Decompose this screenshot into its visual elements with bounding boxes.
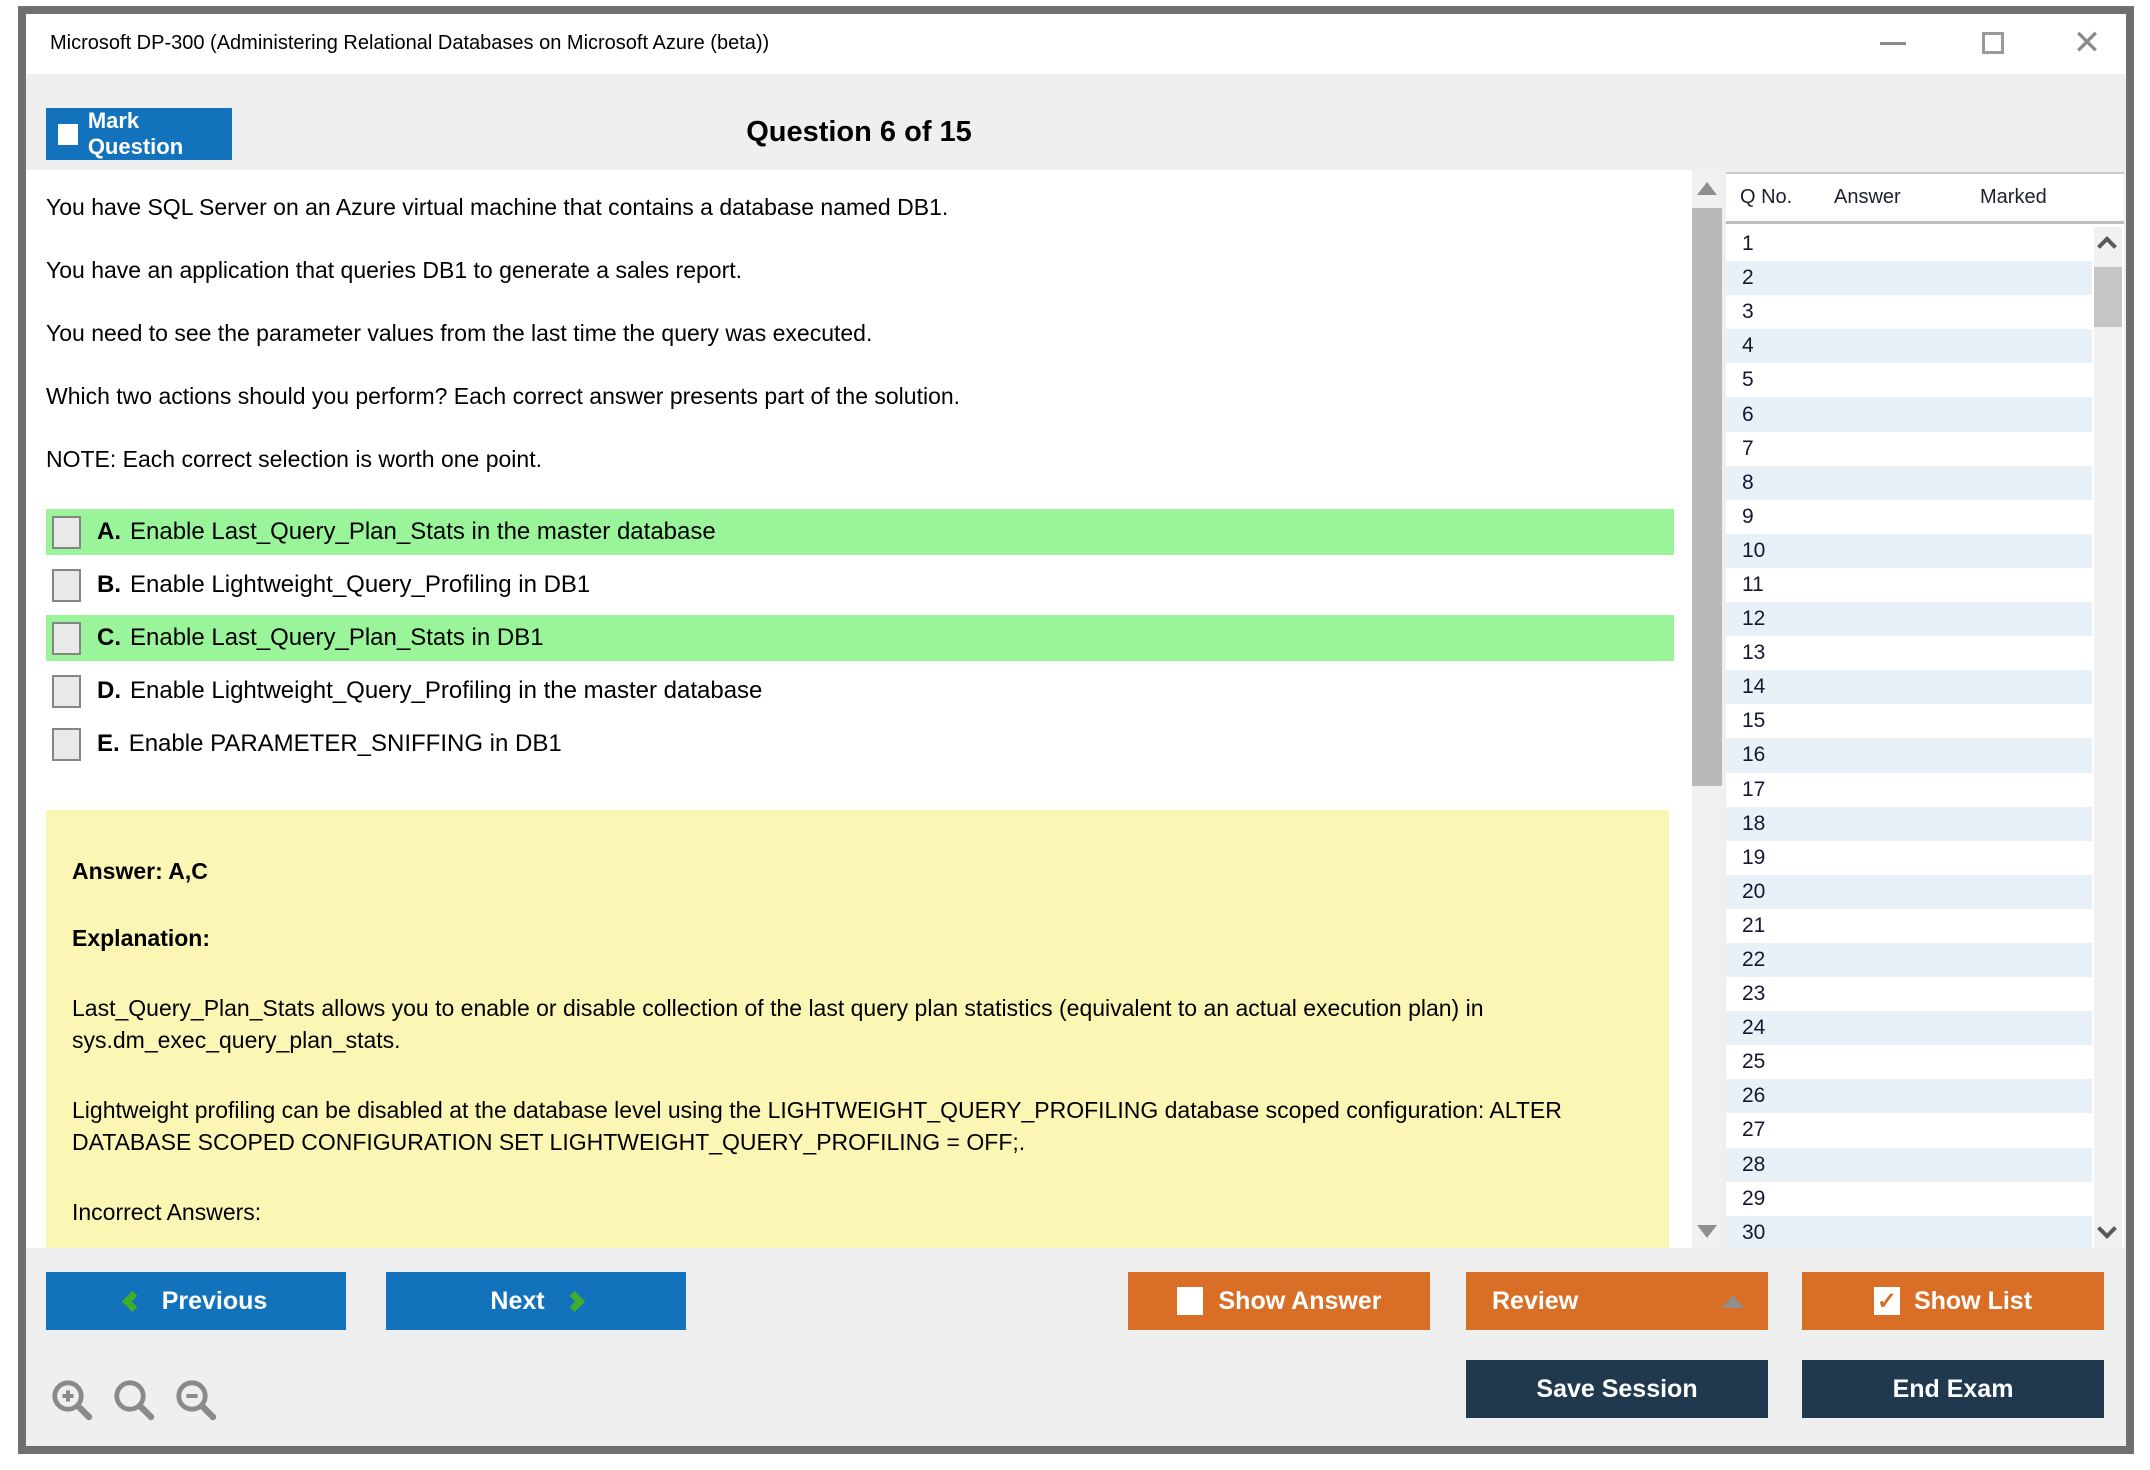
question-number: 19 xyxy=(1742,845,1766,869)
explanation-paragraph: Last_Query_Plan_Stats allows you to enable or disable collection of the last query plan statistics (equivalent to an actual execution plan) in sys.dm_exec_query_plan_stats. xyxy=(72,995,1484,1053)
panel-scroll-up-icon[interactable] xyxy=(2097,236,2117,256)
option-letter: C. xyxy=(97,624,121,651)
review-label: Review xyxy=(1492,1286,1579,1315)
column-marked: Marked xyxy=(1980,186,2047,208)
option-checkbox[interactable] xyxy=(52,622,81,655)
show-answer-checkbox[interactable] xyxy=(1177,1287,1203,1315)
column-qno: Q No. xyxy=(1740,186,1793,208)
table-row[interactable] xyxy=(1726,807,2092,841)
question-number: 20 xyxy=(1742,879,1766,903)
zoom-controls xyxy=(48,1376,220,1424)
question-number: 7 xyxy=(1742,436,1754,460)
scroll-down-arrow-icon[interactable] xyxy=(1697,1225,1717,1238)
chevron-right-icon xyxy=(563,1290,584,1311)
question-number: 3 xyxy=(1742,300,1754,324)
question-paragraph: You have an application that queries DB1 to generate a sales report. xyxy=(46,257,743,283)
table-row[interactable] xyxy=(1726,1182,2092,1216)
question-text xyxy=(46,194,1692,473)
table-row[interactable] xyxy=(1726,977,2092,1011)
table-row[interactable] xyxy=(1726,909,2092,943)
explanation-label: Explanation: xyxy=(72,925,211,951)
question-number: 13 xyxy=(1742,641,1766,665)
question-number: 14 xyxy=(1742,675,1766,699)
table-row[interactable] xyxy=(1726,1079,2092,1113)
question-number: 29 xyxy=(1742,1186,1766,1210)
question-number: 10 xyxy=(1742,538,1766,562)
question-number: 12 xyxy=(1742,607,1766,631)
triangle-up-icon xyxy=(1722,1295,1744,1308)
option-row[interactable] xyxy=(46,721,1674,767)
table-row[interactable] xyxy=(1726,841,2092,875)
question-number: 26 xyxy=(1742,1084,1766,1108)
question-number: 4 xyxy=(1742,334,1754,358)
panel-scrollbar-thumb[interactable] xyxy=(2094,267,2122,327)
table-row[interactable] xyxy=(1726,329,2092,363)
table-row[interactable] xyxy=(1726,534,2092,568)
question-paragraph: Which two actions should you perform? Each correct answer presents part of the solution. xyxy=(46,383,961,409)
table-row[interactable] xyxy=(1726,1045,2092,1079)
question-number: 28 xyxy=(1742,1152,1766,1176)
question-number: 24 xyxy=(1742,1016,1766,1040)
main-scrollbar-thumb[interactable] xyxy=(1692,208,1722,786)
option-text: Enable Lightweight_Query_Profiling in DB1 xyxy=(130,571,591,598)
zoom-reset-icon[interactable] xyxy=(110,1376,158,1424)
option-text: Enable Last_Query_Plan_Stats in DB1 xyxy=(130,624,544,651)
option-checkbox[interactable] xyxy=(52,675,81,708)
end-exam-button[interactable] xyxy=(1802,1360,2104,1418)
option-text: Enable PARAMETER_SNIFFING in DB1 xyxy=(128,730,562,757)
options-list xyxy=(46,509,1674,767)
question-paragraph: NOTE: Each correct selection is worth one point. xyxy=(46,446,542,472)
table-row[interactable] xyxy=(1726,1148,2092,1182)
panel-scroll-down-icon[interactable] xyxy=(2097,1219,2117,1239)
table-row[interactable] xyxy=(1726,397,2092,431)
option-letter: B. xyxy=(97,571,121,598)
maximize-button[interactable] xyxy=(1978,28,2008,58)
option-row[interactable] xyxy=(46,668,1674,714)
table-row[interactable] xyxy=(1726,943,2092,977)
table-row[interactable] xyxy=(1726,500,2092,534)
next-label: Next xyxy=(490,1286,545,1315)
zoom-out-icon[interactable] xyxy=(172,1376,220,1424)
table-row[interactable] xyxy=(1726,568,2092,602)
save-session-label: Save Session xyxy=(1536,1374,1698,1403)
table-row[interactable] xyxy=(1726,1216,2092,1248)
table-row[interactable] xyxy=(1726,1011,2092,1045)
question-number: 15 xyxy=(1742,709,1766,733)
question-number: 1 xyxy=(1742,232,1754,256)
question-number: 27 xyxy=(1742,1118,1766,1142)
question-number: 18 xyxy=(1742,811,1766,835)
question-number: 6 xyxy=(1742,402,1754,426)
footer-bar xyxy=(26,1248,2126,1446)
option-letter: A. xyxy=(97,518,121,545)
option-text: Enable Lightweight_Query_Profiling in the master database xyxy=(130,677,763,704)
question-paragraph: You need to see the parameter values from the last time the query was executed. xyxy=(46,320,873,346)
option-letter: D. xyxy=(97,677,121,704)
table-row[interactable] xyxy=(1726,738,2092,772)
title-bar xyxy=(26,14,2126,74)
table-row[interactable] xyxy=(1726,466,2092,500)
minimize-button[interactable] xyxy=(1878,28,1908,58)
table-row[interactable] xyxy=(1726,261,2092,295)
explanation-paragraph: Lightweight profiling can be disabled at the database level using the LIGHTWEIGHT_QUERY_PROFILING database scoped configuration: ALTER DATABASE SCOPED CONFIGURATION SET LIGHTWEIGHT_QUERY_PROFILING = OFF;. xyxy=(72,1097,1562,1155)
chevron-left-icon xyxy=(122,1290,143,1311)
option-letter: E. xyxy=(97,730,120,757)
question-paragraph: You have SQL Server on an Azure virtual machine that contains a database named DB1. xyxy=(46,194,949,220)
previous-label: Previous xyxy=(161,1286,268,1315)
table-row[interactable] xyxy=(1726,875,2092,909)
option-row[interactable] xyxy=(46,615,1674,661)
question-number: 23 xyxy=(1742,982,1766,1006)
explanation-text xyxy=(72,992,1643,1228)
table-row[interactable] xyxy=(1726,704,2092,738)
question-number: 30 xyxy=(1742,1220,1766,1244)
save-session-button[interactable] xyxy=(1466,1360,1768,1418)
show-answer-button[interactable] xyxy=(1128,1272,1430,1330)
show-answer-label: Show Answer xyxy=(1218,1286,1382,1315)
question-number: 25 xyxy=(1742,1050,1766,1074)
mark-question-label: Mark Question xyxy=(87,108,184,159)
option-checkbox[interactable] xyxy=(52,516,81,549)
answer-label: Answer: A,C xyxy=(72,858,208,884)
question-number: 8 xyxy=(1742,470,1754,494)
question-number: 5 xyxy=(1742,368,1754,392)
zoom-in-icon[interactable] xyxy=(48,1376,96,1424)
table-row[interactable] xyxy=(1726,670,2092,704)
column-answer: Answer xyxy=(1834,186,1901,208)
panel-scrollbar[interactable] xyxy=(2094,227,2122,1248)
next-button[interactable] xyxy=(386,1272,686,1330)
app-window xyxy=(18,6,2134,1454)
explanation-paragraph: Incorrect Answers: xyxy=(72,1199,262,1225)
question-area xyxy=(26,170,1692,1248)
table-row[interactable] xyxy=(1726,636,2092,670)
table-row[interactable] xyxy=(1726,363,2092,397)
main-scrollbar[interactable] xyxy=(1692,172,1722,1248)
question-list-rows xyxy=(1726,227,2092,1248)
table-row[interactable] xyxy=(1726,1113,2092,1147)
review-button[interactable] xyxy=(1466,1272,1768,1330)
header-strip xyxy=(26,74,2126,170)
option-row[interactable] xyxy=(46,509,1674,555)
option-row[interactable] xyxy=(46,562,1674,608)
scroll-up-arrow-icon[interactable] xyxy=(1697,182,1717,195)
question-number: 21 xyxy=(1742,913,1766,937)
option-checkbox[interactable] xyxy=(52,728,81,761)
close-button[interactable]: ✕ xyxy=(2072,24,2102,62)
show-list-checkbox[interactable]: ✓ xyxy=(1874,1287,1900,1315)
question-list-panel xyxy=(1726,172,2124,1248)
option-text: Enable Last_Query_Plan_Stats in the master database xyxy=(130,518,716,545)
end-exam-label: End Exam xyxy=(1892,1374,2014,1403)
question-number: 9 xyxy=(1742,504,1754,528)
table-row[interactable] xyxy=(1726,432,2092,466)
table-row[interactable] xyxy=(1726,295,2092,329)
show-list-button[interactable] xyxy=(1802,1272,2104,1330)
show-list-label: Show List xyxy=(1913,1286,2033,1315)
window-title: Microsoft DP-300 (Administering Relational Databases on Microsoft Azure (beta)) xyxy=(50,32,770,54)
option-checkbox[interactable] xyxy=(52,569,81,602)
question-number: 17 xyxy=(1742,777,1766,801)
question-number: 22 xyxy=(1742,948,1766,972)
answer-explanation-box xyxy=(46,810,1669,1248)
table-row[interactable] xyxy=(1726,773,2092,807)
question-number: 2 xyxy=(1742,266,1754,290)
question-number: 16 xyxy=(1742,743,1766,767)
question-list-header xyxy=(1726,174,2124,224)
question-number: 11 xyxy=(1742,572,1764,596)
question-counter: Question 6 of 15 xyxy=(746,116,972,148)
previous-button[interactable] xyxy=(46,1272,346,1330)
table-row[interactable] xyxy=(1726,602,2092,636)
table-row[interactable] xyxy=(1726,227,2092,261)
